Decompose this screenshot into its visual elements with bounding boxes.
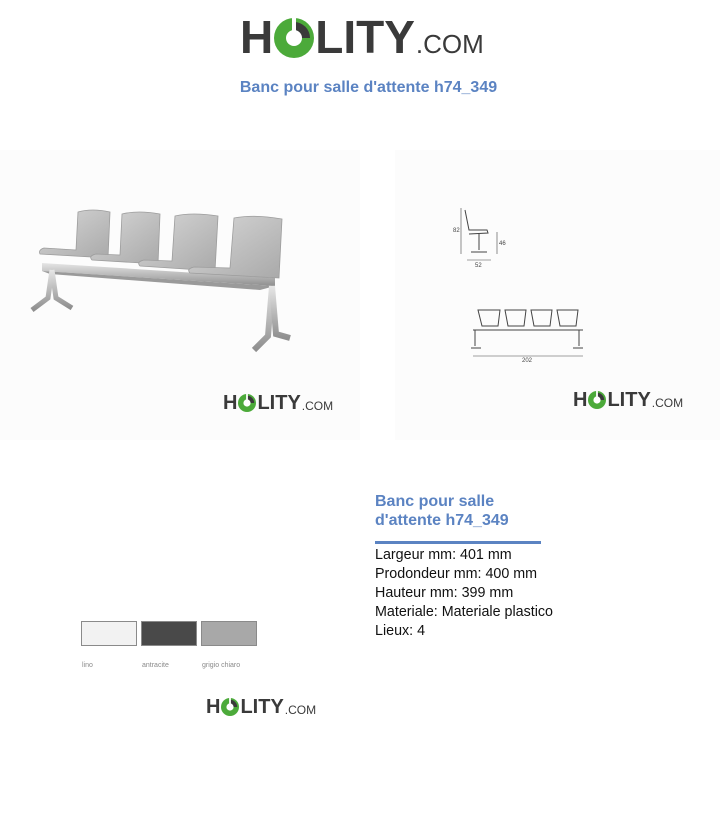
dim-total-height: 82 xyxy=(453,228,460,234)
dim-width: 202 xyxy=(522,358,533,364)
dim-seat-height: 46 xyxy=(499,241,506,247)
dim-depth: 52 xyxy=(475,263,482,269)
logo-letter-h: H xyxy=(240,11,274,63)
logo-domain: .COM xyxy=(651,396,684,410)
logo-ring-icon xyxy=(274,18,314,58)
spec-depth: Prodondeur mm: 400 mm xyxy=(375,566,538,582)
swatch-label-antracite: antracite xyxy=(142,662,169,669)
spec-material: Materiale: Materiale plastico xyxy=(375,604,553,620)
holity-logo-watermark xyxy=(223,393,333,413)
logo-domain: .COM xyxy=(301,399,334,413)
logo-ring-icon xyxy=(221,698,239,716)
logo-ring-icon xyxy=(588,391,606,409)
logo-letters: LITY xyxy=(315,11,415,63)
logo-letter-h: H xyxy=(206,696,221,718)
product-title-line1: Banc pour salle xyxy=(375,493,495,510)
holity-logo[interactable] xyxy=(240,11,484,63)
spec-height: Hauteur mm: 399 mm xyxy=(375,585,514,601)
logo-letters: LITY xyxy=(607,389,651,411)
logo-letters: LITY xyxy=(257,392,301,414)
spec-width: Largeur mm: 401 mm xyxy=(375,547,512,563)
holity-logo-watermark xyxy=(206,697,316,717)
spec-list xyxy=(375,546,553,641)
logo-letter-h: H xyxy=(223,392,238,414)
swatch-grigio-chiaro[interactable] xyxy=(201,621,257,646)
swatch-label-lino: lino xyxy=(82,662,93,669)
swatch-lino[interactable] xyxy=(81,621,137,646)
logo-ring-icon xyxy=(238,394,256,412)
logo-domain: .COM xyxy=(284,703,317,717)
holity-logo-watermark xyxy=(573,390,683,410)
logo-domain: .COM xyxy=(415,29,484,59)
title-divider xyxy=(375,541,541,544)
logo-letter-h: H xyxy=(573,389,588,411)
swatch-label-grigio-chiaro: grigio chiaro xyxy=(202,662,241,669)
swatch-antracite[interactable] xyxy=(141,621,197,646)
product-title xyxy=(375,492,575,530)
page-title: Banc pour salle d'attente h74_349 xyxy=(239,79,498,96)
logo-letters: LITY xyxy=(240,696,284,718)
product-title-line2: d'attente h74_349 xyxy=(375,512,509,529)
spec-seats: Lieux: 4 xyxy=(375,623,426,639)
